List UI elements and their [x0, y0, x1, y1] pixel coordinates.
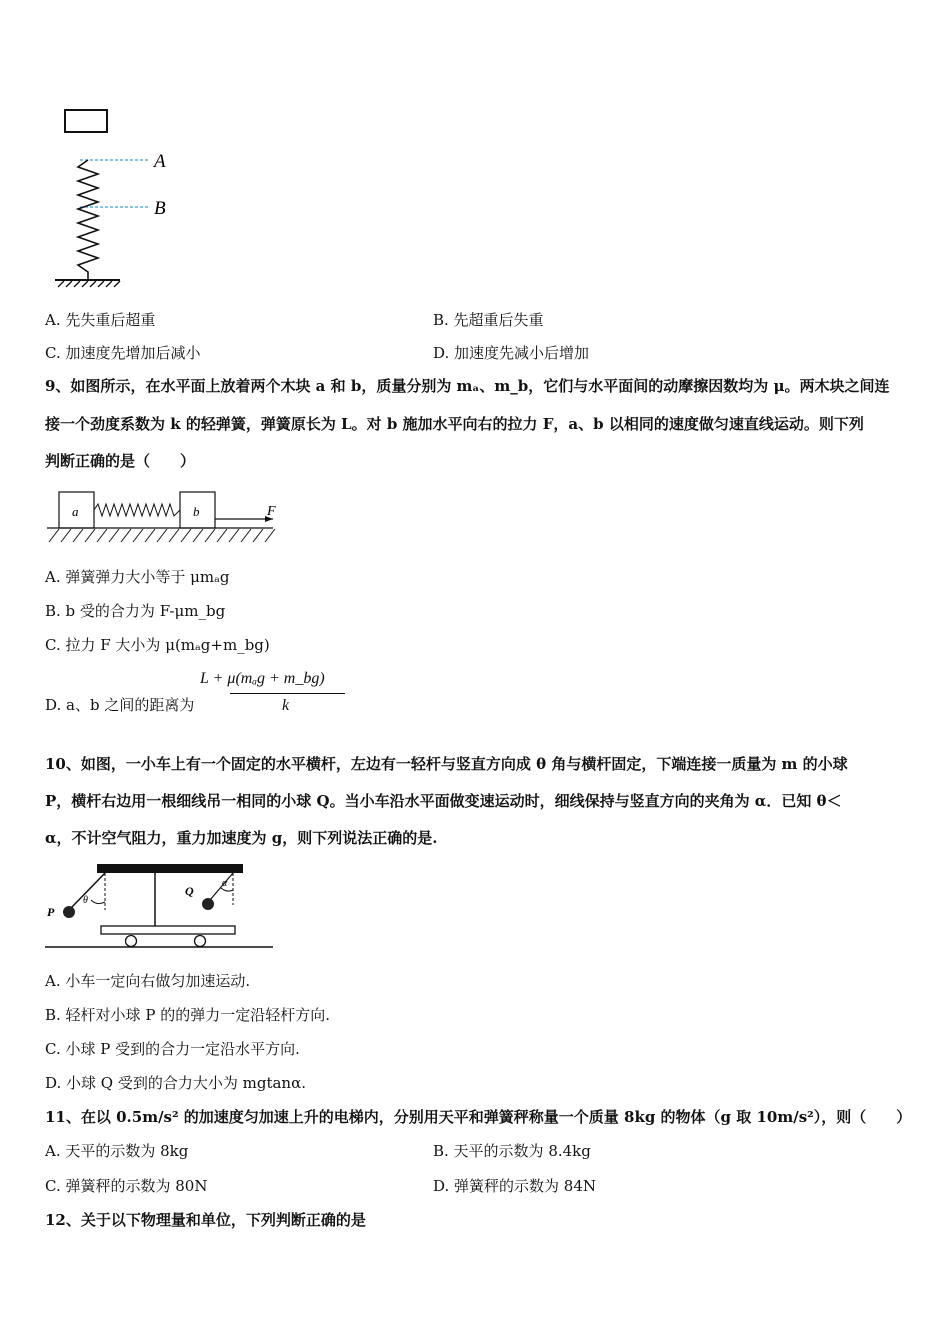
q11-option-b[interactable]: B. 天平的示数为 8.4kg	[433, 1142, 591, 1160]
formula-numerator: L + μ(mₐg + m_bg)	[200, 670, 325, 687]
block-b-label: b	[193, 504, 200, 519]
q10-option-d[interactable]: D. 小球 Q 受到的合力大小为 mgtanα.	[45, 1074, 306, 1092]
alpha-label: α	[222, 878, 228, 889]
q8-option-b[interactable]: B. 先超重后失重	[433, 311, 544, 329]
q10-option-b[interactable]: B. 轻杆对小球 P 的的弹力一定沿轻杆方向.	[45, 1006, 330, 1024]
q9-option-d-formula	[200, 668, 350, 720]
q9-stem-line2: 接一个劲度系数为 k 的轻弹簧，弹簧原长为 L。对 b 施加水平向右的拉力 F，a、b 以相同的速度做匀速直线运动。则下列	[45, 415, 864, 433]
q9-stem-line3: 判断正确的是（ ）	[45, 452, 196, 470]
q10-stem-line2: P，横杆右边用一根细线吊一相同的小球 Q。当小车沿水平面做变速运动时，细线保持与竖直方向的夹角为 α．已知 θ＜	[45, 792, 842, 810]
q8-option-a[interactable]: A. 先失重后超重	[45, 311, 156, 329]
q8-option-d[interactable]: D. 加速度先减小后增加	[433, 344, 590, 362]
fraction-bar	[230, 693, 345, 694]
formula-denominator: k	[282, 697, 290, 714]
q9-option-c[interactable]: C. 拉力 F 大小为 μ(mₐg+m_bg)	[45, 636, 270, 654]
q10-stem-line1: 10、如图，一小车上有一个固定的水平横杆，左边有一轻杆与竖直方向成 θ 角与横杆固定，下端连接一质量为 m 的小球	[45, 755, 848, 773]
q9-option-a[interactable]: A. 弹簧弹力大小等于 μmₐg	[45, 568, 230, 586]
q11-option-c[interactable]: C. 弹簧秤的示数为 80N	[45, 1177, 208, 1195]
q11-stem: 11、在以 0.5m/s² 的加速度匀加速上升的电梯内，分别用天平和弹簧秤称量一个质量 8kg 的物体（g 取 10m/s²），则（ ）	[45, 1108, 912, 1126]
label-a: A	[154, 151, 166, 172]
force-label: F	[267, 504, 276, 519]
q9-option-b[interactable]: B. b 受的合力为 F-μm_bg	[45, 602, 226, 620]
q11-option-d[interactable]: D. 弹簧秤的示数为 84N	[433, 1177, 597, 1195]
q11-option-a[interactable]: A. 天平的示数为 8kg	[45, 1142, 189, 1160]
cart-figure	[45, 860, 280, 960]
block-a-label: a	[72, 504, 79, 519]
ball-p-label: P	[47, 905, 55, 919]
theta-label: θ	[83, 895, 88, 906]
label-b: B	[154, 198, 166, 219]
q10-stem-line3: α，不计空气阻力，重力加速度为 g，则下列说法正确的是.	[45, 829, 438, 847]
q10-option-c[interactable]: C. 小球 P 受到的合力一定沿水平方向.	[45, 1040, 300, 1058]
q8-option-c[interactable]: C. 加速度先增加后减小	[45, 344, 201, 362]
q12-stem: 12、关于以下物理量和单位，下列判断正确的是	[45, 1211, 366, 1229]
spring-figure	[50, 105, 190, 290]
q10-option-a[interactable]: A. 小车一定向右做匀加速运动.	[45, 972, 251, 990]
q9-stem-line1: 9、如图所示，在水平面上放着两个木块 a 和 b，质量分别为 mₐ、m_b，它们与水平面间的动摩擦因数均为 μ。两木块之间连	[45, 377, 890, 395]
ball-q-label: Q	[185, 884, 194, 898]
q9-option-d[interactable]: D. a、b 之间的距离为	[45, 696, 195, 714]
blocks-figure	[45, 488, 290, 546]
